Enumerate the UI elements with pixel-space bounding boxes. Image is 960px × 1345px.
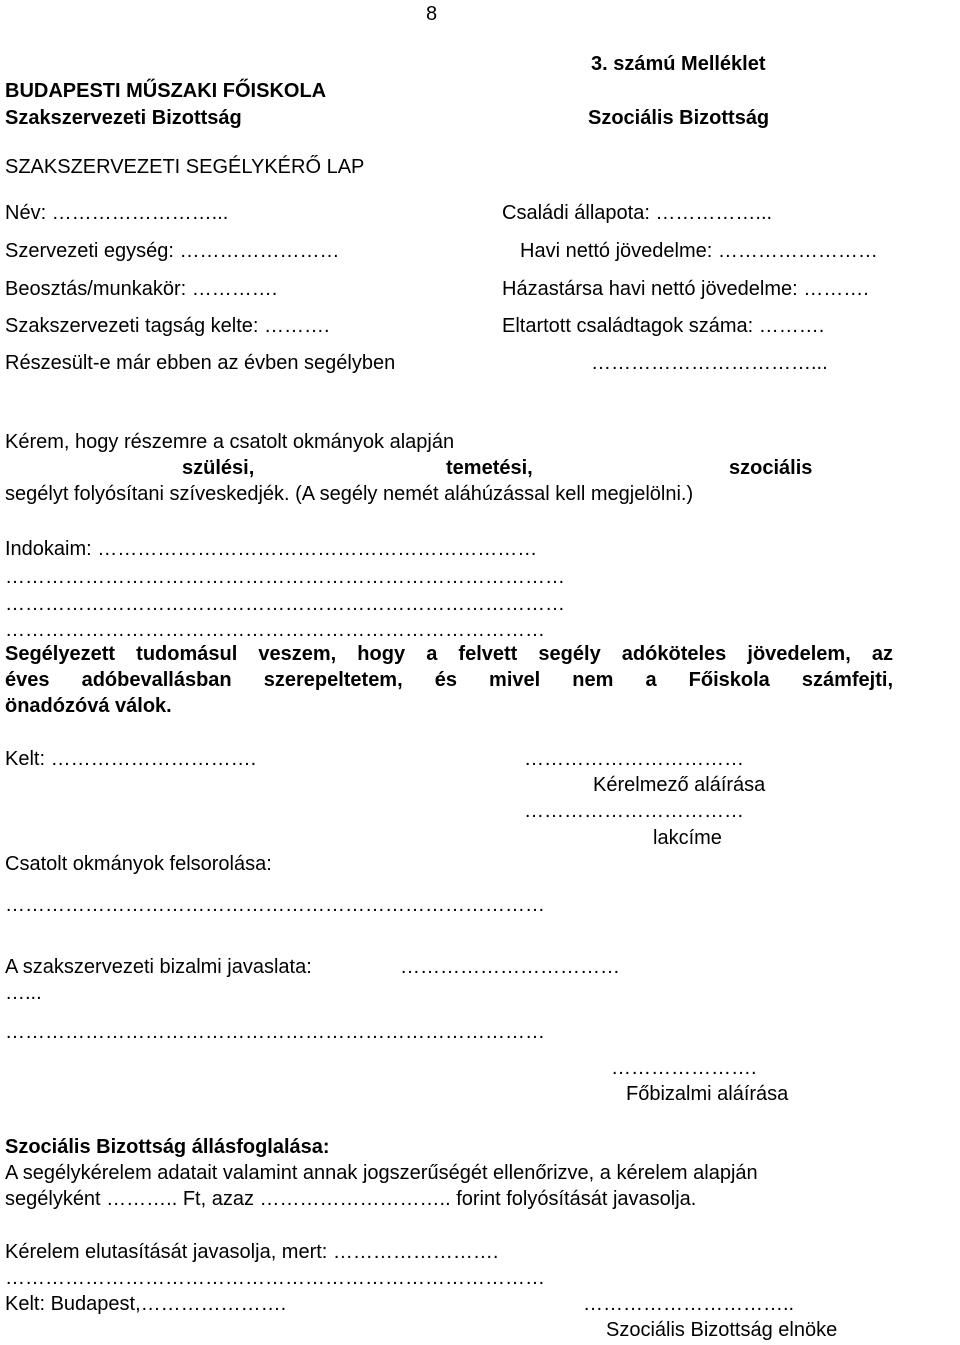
reasons-line: ………………………………………………………………………… <box>5 593 565 615</box>
form-title: SZAKSZERVEZETI SEGÉLYKÉRŐ LAP <box>5 156 365 178</box>
proposal-dots: …………………………… <box>400 956 620 978</box>
committee-date-field: Kelt: Budapest,…………………. <box>5 1293 287 1315</box>
applicant-signature-line: …………………………… <box>524 748 744 770</box>
unit-field: Szervezeti egység: …………………… <box>5 240 340 262</box>
proposal-dots: ……………………………………………………………………… <box>5 1021 545 1043</box>
social-committee-label: Szociális Bizottság <box>588 107 770 129</box>
request-line: Kérem, hogy részemre a csatolt okmányok alapján <box>5 431 455 453</box>
tax-notice-line: önadózóvá válok. <box>5 695 172 717</box>
monthly-income-field: Havi nettó jövedelme: …………………… <box>520 240 878 262</box>
family-status-field: Családi állapota: ……………... <box>502 202 773 224</box>
institution-name: BUDAPESTI MŰSZAKI FŐISKOLA <box>5 80 327 102</box>
proposal-label: A szakszervezeti bizalmi javaslata: <box>5 956 312 978</box>
name-field: Név: ……………………... <box>5 202 229 224</box>
spouse-income-field: Házastársa havi nettó jövedelme: ………. <box>502 278 869 300</box>
address-label: lakcíme <box>653 827 722 849</box>
rejection-reason-field: Kérelem elutasítását javasolja, mert: ……………………. <box>5 1241 499 1263</box>
reasons-line: ………………………………………………………………………… <box>5 566 565 588</box>
rejection-reason-dots: ……………………………………………………………………… <box>5 1267 545 1289</box>
reasons-line: ……………………………………………………………………… <box>5 619 545 641</box>
tax-notice-line: Segélyezett tudomásul veszem, hogy a felvett segély adóköteles jövedelem, az <box>5 643 893 665</box>
date-field: Kelt: …………………………. <box>5 748 257 770</box>
received-aid-question: Részesült-e már ebben az évben segélyben <box>5 352 396 374</box>
attachments-line: ……………………………………………………………………… <box>5 894 545 916</box>
dependents-field: Eltartott családtagok száma: ………. <box>502 315 825 337</box>
committee-opinion-line: segélyként ……….. Ft, azaz ……………………….. forint folyósítását javasolja. <box>5 1188 697 1210</box>
annex-label: 3. számú Melléklet <box>591 53 766 75</box>
membership-date-field: Szakszervezeti tagság kelte: ………. <box>5 315 330 337</box>
applicant-signature-label: Kérelmező aláírása <box>593 774 766 796</box>
aid-type-funeral: temetési, <box>446 457 533 479</box>
page-number: 8 <box>426 3 438 25</box>
tax-notice-line: éves adóbevallásban szerepeltetem, és mivel nem a Főiskola számfejti, <box>5 669 893 691</box>
address-line: …………………………… <box>524 800 744 822</box>
reasons-label: Indokaim: ………………………………………………………… <box>5 538 538 560</box>
chief-steward-signature-line: …………………. <box>611 1057 757 1079</box>
aid-type-birth: szülési, <box>182 457 255 479</box>
received-aid-blank: ……………………………... <box>591 352 828 374</box>
chief-steward-signature-label: Főbizalmi aláírása <box>626 1083 789 1105</box>
committee-opinion-line: A segélykérelem adatait valamint annak jogszerűségét ellenőrizve, a kérelem alapján <box>5 1162 758 1184</box>
chair-signature-line: ………………………….. <box>583 1293 795 1315</box>
union-committee-name: Szakszervezeti Bizottság <box>5 107 242 129</box>
proposal-dots: …... <box>5 982 42 1004</box>
committee-opinion-heading: Szociális Bizottság állásfoglalása: <box>5 1136 330 1158</box>
position-field: Beosztás/munkakör: …………. <box>5 278 278 300</box>
chair-signature-label: Szociális Bizottság elnöke <box>606 1319 838 1341</box>
request-instructions: segélyt folyósítani szíveskedjék. (A segély nemét aláhúzással kell megjelölni.) <box>5 483 694 505</box>
aid-type-social: szociális <box>729 457 813 479</box>
attachments-label: Csatolt okmányok felsorolása: <box>5 853 272 875</box>
